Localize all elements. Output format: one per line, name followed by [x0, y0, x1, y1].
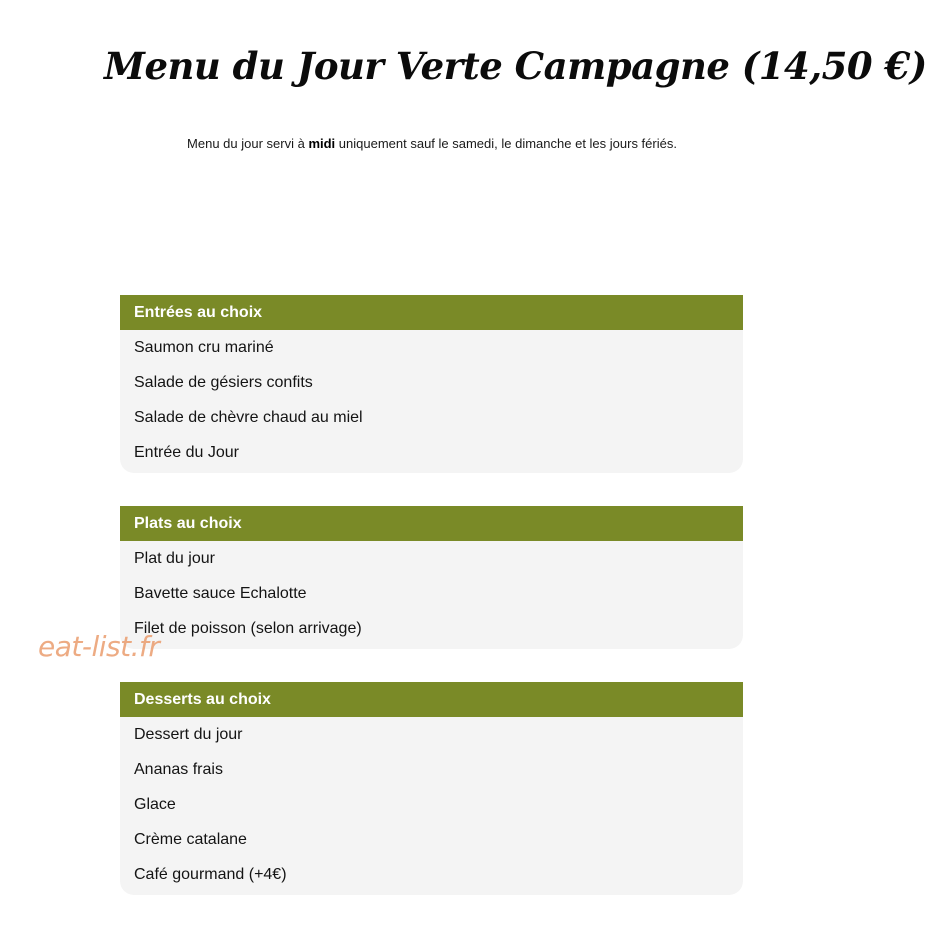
intro-text	[0, 136, 864, 151]
intro-text-end: uniquement sauf le samedi, le dimanche et les jours fériés.	[335, 136, 677, 151]
menu-item: Entrée du Jour	[134, 444, 239, 461]
menu-item: Dessert du jour	[134, 726, 243, 743]
menu-item: Café gourmand (+4€)	[134, 866, 287, 883]
menu-item: Ananas frais	[134, 761, 223, 778]
menu-item: Saumon cru mariné	[134, 339, 274, 356]
items-list-entrees	[120, 330, 743, 473]
section-entrees	[120, 295, 743, 473]
section-desserts	[120, 682, 743, 895]
menu-item: Salade de gésiers confits	[134, 374, 313, 391]
section-plats	[120, 506, 743, 649]
menu-item: Bavette sauce Echalotte	[134, 585, 307, 602]
menu-item: Salade de chèvre chaud au miel	[134, 409, 363, 426]
items-list-plats	[120, 541, 743, 649]
menu-item: Plat du jour	[134, 550, 215, 567]
items-list-desserts	[120, 717, 743, 895]
menu-item: Crème catalane	[134, 831, 247, 848]
section-header-desserts: Desserts au choix	[120, 682, 743, 717]
section-header-plats: Plats au choix	[120, 506, 743, 541]
intro-text-bold: midi	[308, 136, 336, 151]
watermark-text: eat-list.fr	[38, 630, 160, 663]
section-header-entrees: Entrées au choix	[120, 295, 743, 330]
menu-item: Glace	[134, 796, 176, 813]
menu-item: Filet de poisson (selon arrivage)	[134, 620, 362, 637]
intro-text-start: Menu du jour servi à	[187, 136, 309, 151]
page-title: Menu du Jour Verte Campagne (14,50 €)	[104, 44, 927, 88]
